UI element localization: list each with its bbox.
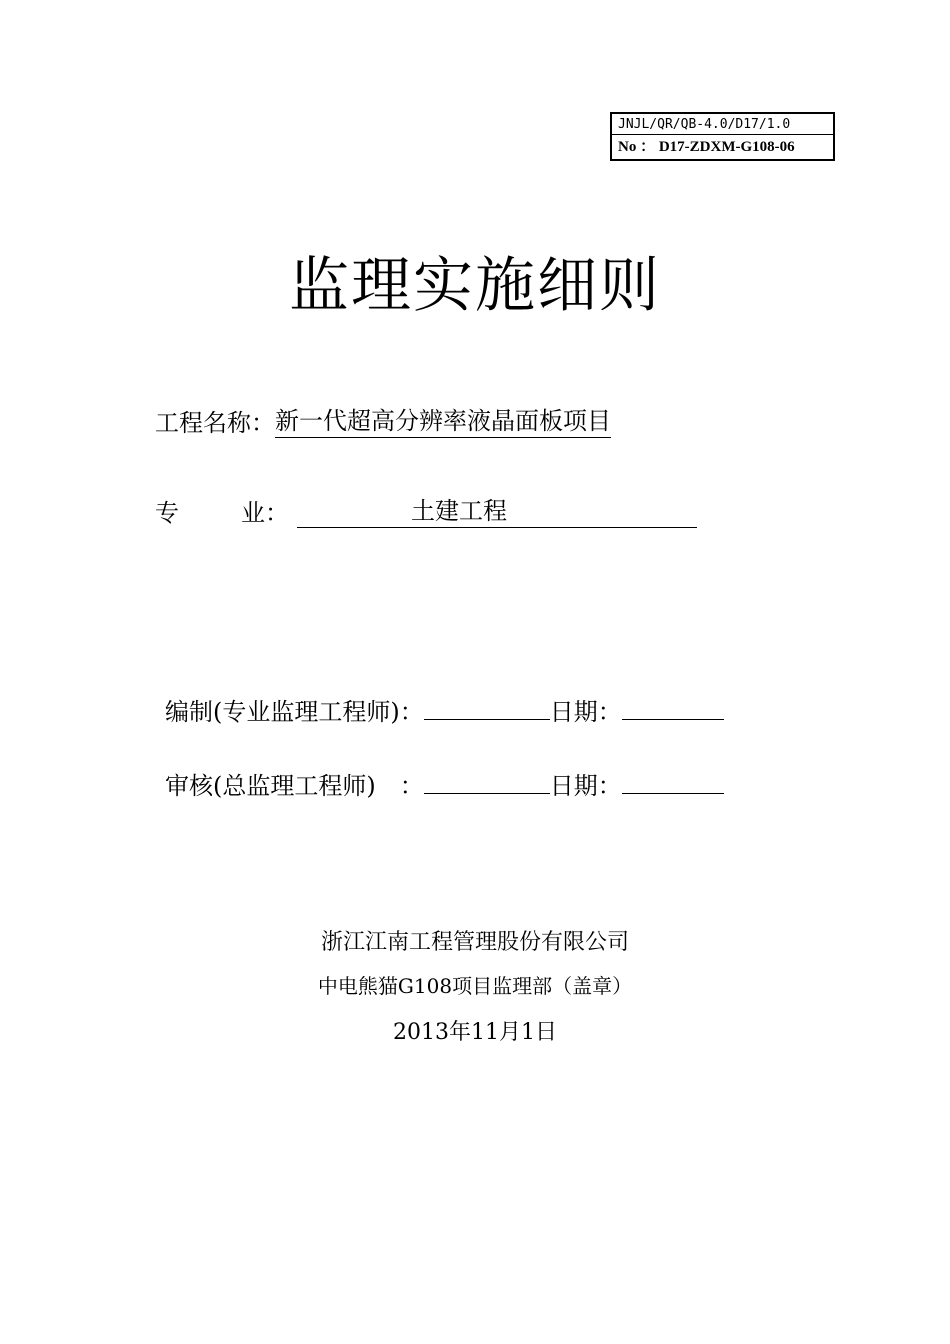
- specialty-underline: [297, 496, 697, 528]
- reviewer-label: 审核(总监理工程师) ：: [165, 772, 424, 800]
- specialty-label-char1: 专: [155, 499, 179, 527]
- project-name-value: 新一代超高分辨率液晶面板项目: [275, 406, 611, 438]
- specialty-value: 土建工程: [411, 497, 507, 525]
- reviewer-row: [165, 766, 724, 801]
- document-code-box: [610, 112, 835, 161]
- document-number: [612, 135, 833, 159]
- compiler-date-blank: [622, 697, 724, 720]
- issue-date: 2013年11月1日: [393, 1020, 557, 1045]
- project-name-field: [155, 403, 611, 438]
- compiler-label: 编制(专业监理工程师)：: [165, 698, 424, 726]
- company-name: 浙江江南工程管理股份有限公司: [320, 930, 629, 955]
- compiler-row: [165, 692, 724, 727]
- number-value: D17-ZDXM-G108-06: [658, 139, 795, 155]
- reviewer-date-blank: [622, 771, 724, 794]
- reviewer-signature-blank: [424, 771, 550, 794]
- project-name-label: 工程名称：: [155, 409, 275, 437]
- reviewer-date-label: 日期：: [549, 772, 622, 800]
- page-title: 监理实施细则: [289, 251, 661, 321]
- specialty-label-char2: 业：: [241, 499, 289, 527]
- number-label: No ：: [618, 139, 656, 155]
- specialty-field: [155, 493, 697, 528]
- department-name: 中电熊猫G108项目监理部（盖章）: [317, 974, 633, 998]
- compiler-date-label: 日期：: [549, 698, 622, 726]
- compiler-signature-blank: [424, 697, 550, 720]
- specialty-label: [155, 493, 297, 528]
- document-code: JNJL/QR/QB-4.0/D17/1.0: [612, 114, 833, 135]
